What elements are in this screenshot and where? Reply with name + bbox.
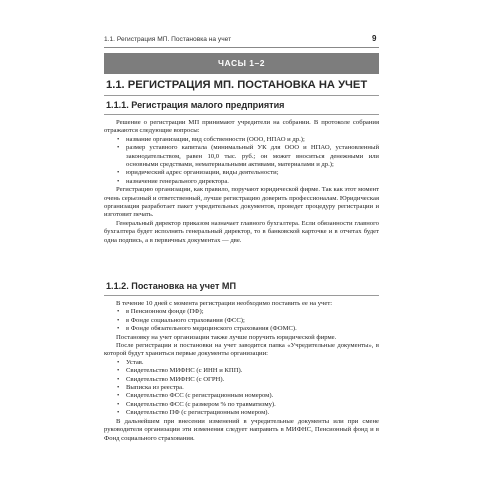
header-divider xyxy=(104,47,379,48)
section-title-divider xyxy=(104,95,379,96)
list-item: • в Пенсионном фонде (ПФ); xyxy=(104,308,379,316)
subsection-title: 1.1.2. Постановка на учет МП xyxy=(106,281,237,291)
list-item: • Выписка из реестра. xyxy=(104,384,379,392)
list-item: • юридический адрес организации, виды деятельности; xyxy=(104,169,379,177)
list-item: • назначение генерального директора. xyxy=(104,178,379,186)
section-title: 1.1. РЕГИСТРАЦИЯ МП. ПОСТАНОВКА НА УЧЕТ xyxy=(106,79,368,91)
paragraph: В течение 10 дней с момента регистрации необходимо поставить ее на учет: xyxy=(116,300,333,307)
bullet-list xyxy=(104,359,379,418)
paragraph: После регистрации и постановки на учет заводится папка «Учредительные документы», в которой будут храниться первые документы организации: xyxy=(104,342,379,358)
subsection-title: 1.1.1. Регистрация малого предприятия xyxy=(106,100,285,110)
running-header-title: 1.1. Регистрация МП. Постановка на учет xyxy=(104,36,232,43)
page-number: 9 xyxy=(372,34,377,43)
list-item: • Свидетельство МИФНС (с ИНН и КПП). xyxy=(104,367,379,375)
list-item: • в Фонде социального страхования (ФСС); xyxy=(104,317,379,325)
list-item: • Свидетельство МИФНС (с ОГРН). xyxy=(104,376,379,384)
paragraph: Постановку на учет организации также лучше поручить юридической фирме. xyxy=(116,333,337,341)
bullet-list xyxy=(104,308,379,333)
list-item: • Свидетельство ФСС (с регистрационным номером). xyxy=(104,392,379,400)
paragraph: В дальнейшем при внесении изменений в учредительные документы или при смене руководителя организации эти изменения следует направить в МИФНС, Пенсионный фонд и в Фонд социального страхования. xyxy=(104,417,379,442)
subsection-1-body xyxy=(104,119,379,245)
list-item: • Свидетельство ПФ (с регистрационным номером). xyxy=(104,409,379,417)
subsection-title-divider xyxy=(104,114,379,115)
subsection-2-body xyxy=(104,300,379,443)
list-item: • в Фонде обязательного медицинского страхования (ФОМС). xyxy=(104,325,379,333)
list-item: • Устав. xyxy=(104,359,379,367)
hours-banner: ЧАСЫ 1–2 xyxy=(104,53,379,74)
bullet-list xyxy=(104,136,379,186)
list-item: • название организации, вид собственности (ООО, НПАО и др.); xyxy=(104,136,379,144)
paragraph: Регистрацию организации, как правило, поручают юридической фирме. Так как этот момент очень серьезный и ответственный, лучше регистрацию доверить профессионалам. Юридическая организация разработает пакет учредительных документов, проведет процедуру регистрации и изготовит печать. xyxy=(104,186,379,219)
subsection-title-divider xyxy=(104,295,379,296)
list-item: • размер уставного капитала (минимальный УК для ООО и НПАО, установленный законодательством, равен 10,0 тыс. руб.; он может вноситься денежными или основными средствами, нематериальными активами, материалами и др.); xyxy=(104,144,379,169)
paragraph: Генеральный директор приказом назначает главного бухгалтера. Если обязанности главного бухгалтера будет исполнять генеральный директор, то в банковской карточке и в отчетах будет одна подпись, а в первичных документах — две. xyxy=(104,219,379,244)
paragraph: Решение о регистрации МП принимают учредители на собрании. В протоколе собрания отражаются следующие вопросы: xyxy=(104,119,379,135)
list-item: • Свидетельство ФСС (с размером % по травматизму). xyxy=(104,401,379,409)
